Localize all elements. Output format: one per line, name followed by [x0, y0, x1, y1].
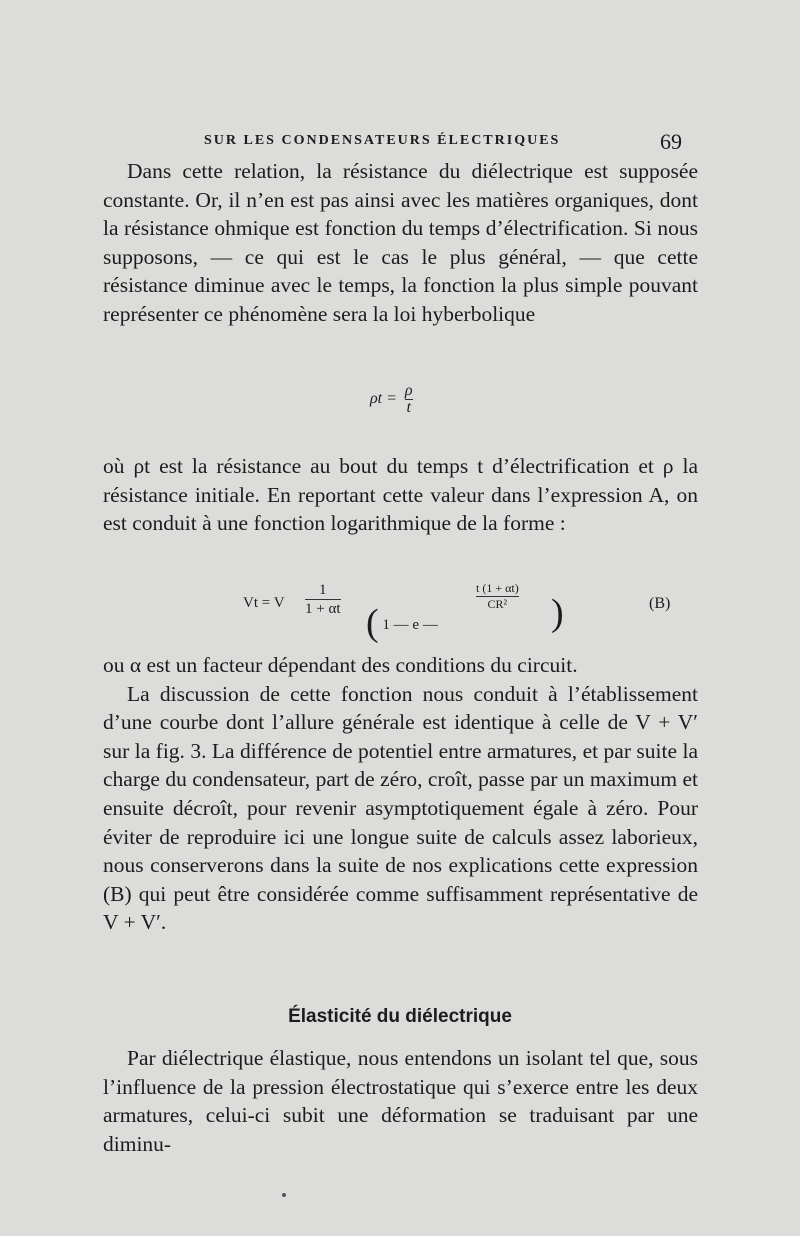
paragraph-4	[103, 1044, 698, 1158]
equation-b-tag: (B)	[649, 595, 671, 612]
section-title: Élasticité du diélectrique	[288, 1006, 512, 1027]
page-header	[0, 129, 800, 157]
equation-b-open-paren: (	[366, 602, 379, 644]
equation-1-fraction	[405, 383, 413, 416]
equation-1-numerator: ρ	[404, 382, 413, 399]
equation-1-lhs: ρt =	[370, 390, 397, 408]
equation-b-inner: 1 — e —	[382, 617, 438, 633]
paragraph-4-text: Par diélectrique élastique, nous entendons un isolant tel que, sous l’influence de la pression électrostatique qui s’exerce entre les deux armatures, celui-ci subit une déformation se traduisant par une diminu-	[103, 1046, 698, 1156]
page-number: 69	[660, 129, 682, 154]
equation-b-exp-num: t (1 + αt)	[476, 581, 519, 595]
paragraph-3a-text: ou α est un facteur dépendant des conditions du circuit.	[103, 653, 578, 677]
equation-b-bracket	[366, 595, 438, 644]
equation-b-close-paren: )	[551, 592, 564, 634]
paragraph-2-text: où ρt est la résistance au bout du temps t d’électrification et ρ la résistance initiale. En reportant cette valeur dans l’expression A, on est conduit à une fonction logarithmique de la forme :	[103, 454, 698, 536]
equation-b	[243, 581, 703, 644]
paragraph-2	[103, 452, 698, 538]
equation-1-denominator: t	[406, 399, 411, 416]
paragraph-3b-text: La discussion de cette fonction nous conduit à l’établissement d’une courbe dont l’allure générale est identique à celle de V + V′ sur la fig. 3. La différence de potentiel entre armatures, et par suite la charge du condensateur, part de zéro, croît, passe par un maximum et ensuite décroît, pour revenir asymptotiquement égale à zéro. Pour éviter de reproduire ici une longue suite de calculs assez laborieux, nous conserverons dans la suite de nos explications cette expression (B) qui peut être considérée comme suffisamment représentative de V + V′.	[103, 681, 698, 935]
paragraph-1	[103, 157, 698, 329]
equation-hyperbolic-law	[370, 383, 413, 416]
running-title: SUR LES CONDENSATEURS ÉLECTRIQUES	[204, 133, 561, 148]
ink-speck	[282, 1193, 286, 1197]
equation-b-frac-num: 1	[305, 581, 341, 600]
paragraph-3	[103, 651, 698, 937]
equation-b-exp-den: CR²	[487, 597, 508, 611]
equation-b-lhs: Vt = V	[243, 595, 285, 611]
paragraph-1-text: Dans cette relation, la résistance du diélectrique est supposée constante. Or, il n’en est pas ainsi avec les matières organiques, dont la résistance ohmique est fonction du temps d’électrification. Si nous supposons, — ce qui est le cas le plus général, — que cette résistance diminue avec le temps, la fonction la plus simple pouvant représenter ce phénomène sera la loi hyberbolique	[103, 159, 698, 326]
equation-b-frac-den: 1 + αt	[305, 601, 341, 617]
equation-b-fraction	[305, 581, 341, 618]
equation-b-exponent	[476, 581, 519, 612]
